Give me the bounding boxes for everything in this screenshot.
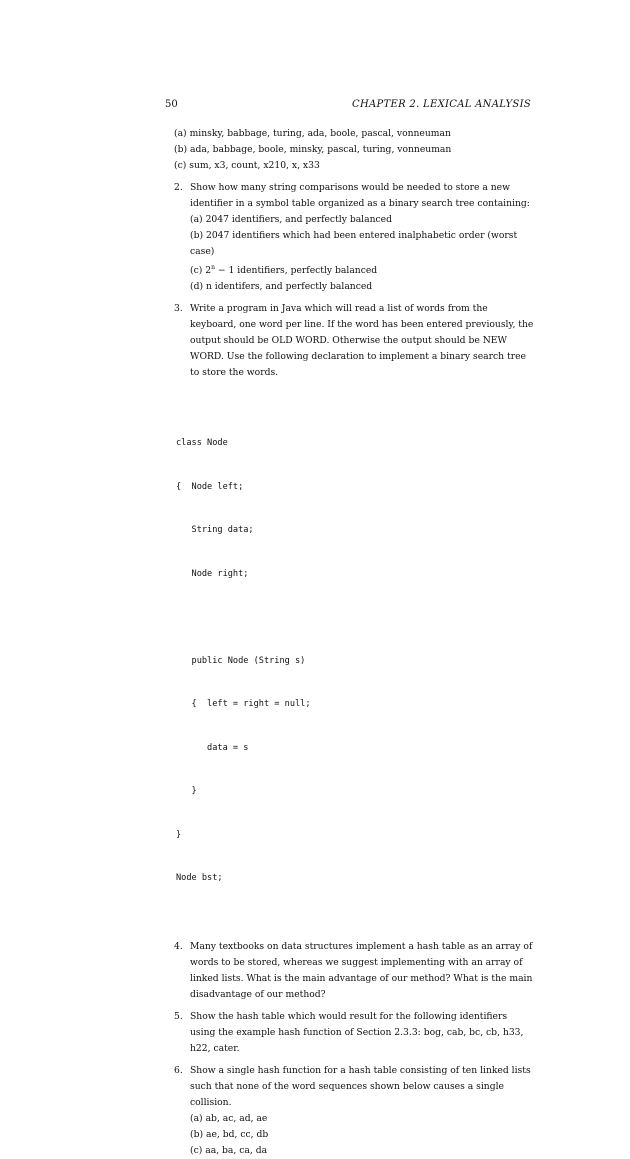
problem-2: [174, 180, 534, 295]
problem-number: 4.: [174, 940, 183, 952]
option-b: (b) ae, bd, cc, db: [190, 1128, 269, 1140]
code-line: class Node: [176, 438, 228, 449]
problem-number: 5.: [174, 1010, 183, 1022]
option-a: (a) ab, ac, ad, ae: [190, 1112, 268, 1124]
code-line: }: [176, 786, 197, 797]
code-line: Node right;: [176, 568, 249, 579]
code-line: }: [176, 829, 182, 840]
problem-text: Show a single hash function for a hash table consisting of ten linked lists such that none of the word sequences shown below causes a single collision.: [190, 1064, 531, 1108]
option-a: (a) minsky, babbage, turing, ada, boole, pascal, vonneuman: [174, 128, 451, 139]
option-b: (b) ada, babbage, boole, minsky, pascal, turing, vonneuman: [174, 144, 452, 155]
top-options: [174, 126, 534, 174]
code-line: { Node left;: [176, 481, 244, 492]
problem-number: 2.: [174, 182, 183, 193]
problem-5: [174, 1009, 534, 1057]
code-block: [176, 407, 534, 915]
option-c: (c) aa, ba, ca, da: [190, 1144, 268, 1156]
page-body: [174, 126, 534, 1159]
problem-number: 6.: [174, 1064, 183, 1076]
problem-4: [174, 939, 534, 1003]
option-a: (a) 2047 identifiers, and perfectly balanced: [190, 214, 392, 225]
code-line: public Node (String s): [176, 655, 306, 666]
problem-number: 3.: [174, 303, 183, 315]
problem-3: [174, 301, 534, 381]
problem-text: Show the hash table which would result for the following identifiers using the example hash function of Section 2.3.3: bog, cab, bc, cb, h33, h22, cater.: [190, 1010, 524, 1054]
running-head: CHAPTER 2. LEXICAL ANALYSIS: [352, 99, 531, 110]
problem-text: Show how many string comparisons would be needed to store a new identifier in a symbol table organized as a binary search tree containing:: [190, 182, 530, 209]
code-line: String data;: [176, 525, 254, 536]
code-line: { left = right = null;: [176, 699, 311, 710]
code-line: data = s: [176, 742, 249, 753]
option-c: (c) sum, x3, count, x210, x, x33: [174, 160, 320, 171]
code-line: Node bst;: [176, 873, 223, 884]
problem-text: Many textbooks on data structures implement a hash table as an array of words to be stored, whereas we suggest implementing with an array of linked lists. What is the main advantage of our method? What is the main disadvantage of our method?: [190, 940, 533, 1000]
option-d: (d) n identifers, and perfectly balanced: [190, 281, 373, 293]
option-b: (b) 2047 identifiers which had been entered inalphabetic order (worst case): [190, 230, 518, 257]
problem-6: [174, 1063, 534, 1159]
option-c: (c) $2^n - 1$ identifiers, perfectly balanced: [190, 264, 378, 277]
problem-text: Write a program in Java which will read a list of words from the keyboard, one word per line. If the word has been entered previously, the output should be OLD WORD. Otherwise the output should be NEW WORD. Use the following declaration to implement a binary search tree to store the words.: [190, 303, 534, 379]
page-number: 50: [165, 99, 178, 110]
code-line: [176, 610, 534, 625]
